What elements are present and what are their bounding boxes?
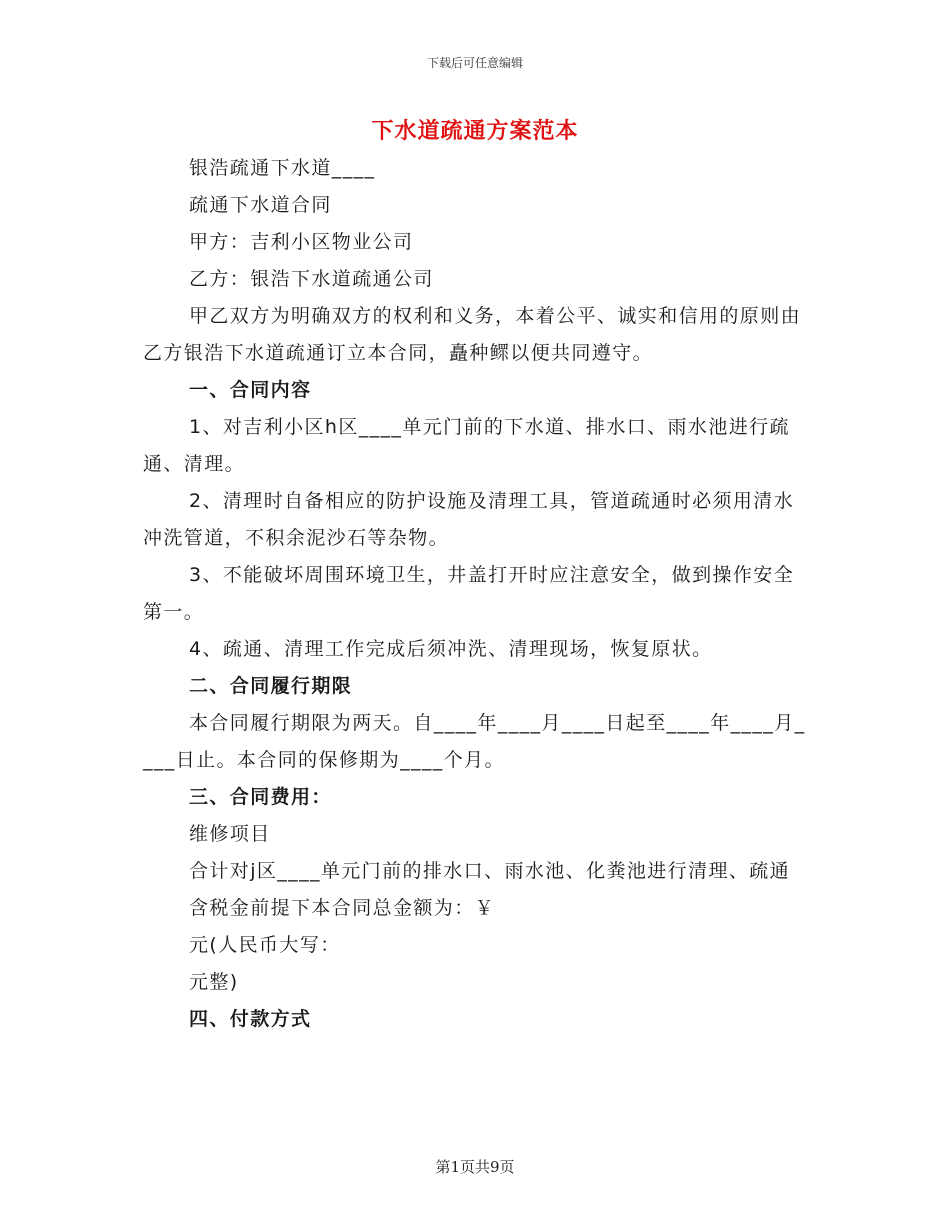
- header-note: 下载后可任意编辑: [426, 56, 523, 70]
- paragraph: 2、清理时自备相应的防护设施及清理工具，管道疏通时必须用清水冲洗管道，不积余泥沙石等杂物。: [143, 490, 795, 549]
- document-body: [143, 150, 808, 1038]
- document-title: 下水道疏通方案范本: [371, 119, 579, 144]
- section-heading: 四、付款方式: [189, 1008, 312, 1030]
- page-footer: 第1页共9页: [435, 1158, 515, 1176]
- paragraph: 甲方：吉利小区物业公司: [189, 231, 414, 253]
- paragraph: 3、不能破坏周围环境卫生，井盖打开时应注意安全，做到操作安全第一。: [143, 564, 795, 623]
- paragraph: 1、对吉利小区h区____单元门前的下水道、排水口、雨水池进行疏通、清理。: [143, 416, 790, 475]
- section-heading: 一、合同内容: [189, 379, 312, 401]
- section-heading: 二、合同履行期限: [189, 675, 353, 697]
- paragraph: 4、疏通、清理工作完成后须冲洗、清理现场，恢复原状。: [189, 638, 713, 660]
- paragraph: 元整): [189, 971, 239, 993]
- paragraph: 银浩疏通下水道____: [189, 157, 376, 179]
- paragraph: 甲乙双方为明确双方的权利和义务，本着公平、诚实和信用的原则由乙方银浩下水道疏通订立本合同，矗种鳏以便共同遵守。: [143, 305, 802, 364]
- paragraph: 合计对j区____单元门前的排水口、雨水池、化粪池进行清理、疏通: [189, 860, 791, 882]
- paragraph: 疏通下水道合同: [189, 194, 332, 216]
- paragraph: 乙方：银浩下水道疏通公司: [189, 268, 434, 290]
- section-heading: 三、合同费用：: [189, 786, 332, 808]
- paragraph: 本合同履行期限为两天。自____年____月____日起至____年____月____日止。本合同的保修期为____个月。: [143, 712, 806, 771]
- paragraph: 元(人民币大写：: [189, 934, 341, 956]
- paragraph: 维修项目: [189, 823, 271, 845]
- paragraph: 含税金前提下本合同总金额为：￥: [189, 897, 496, 919]
